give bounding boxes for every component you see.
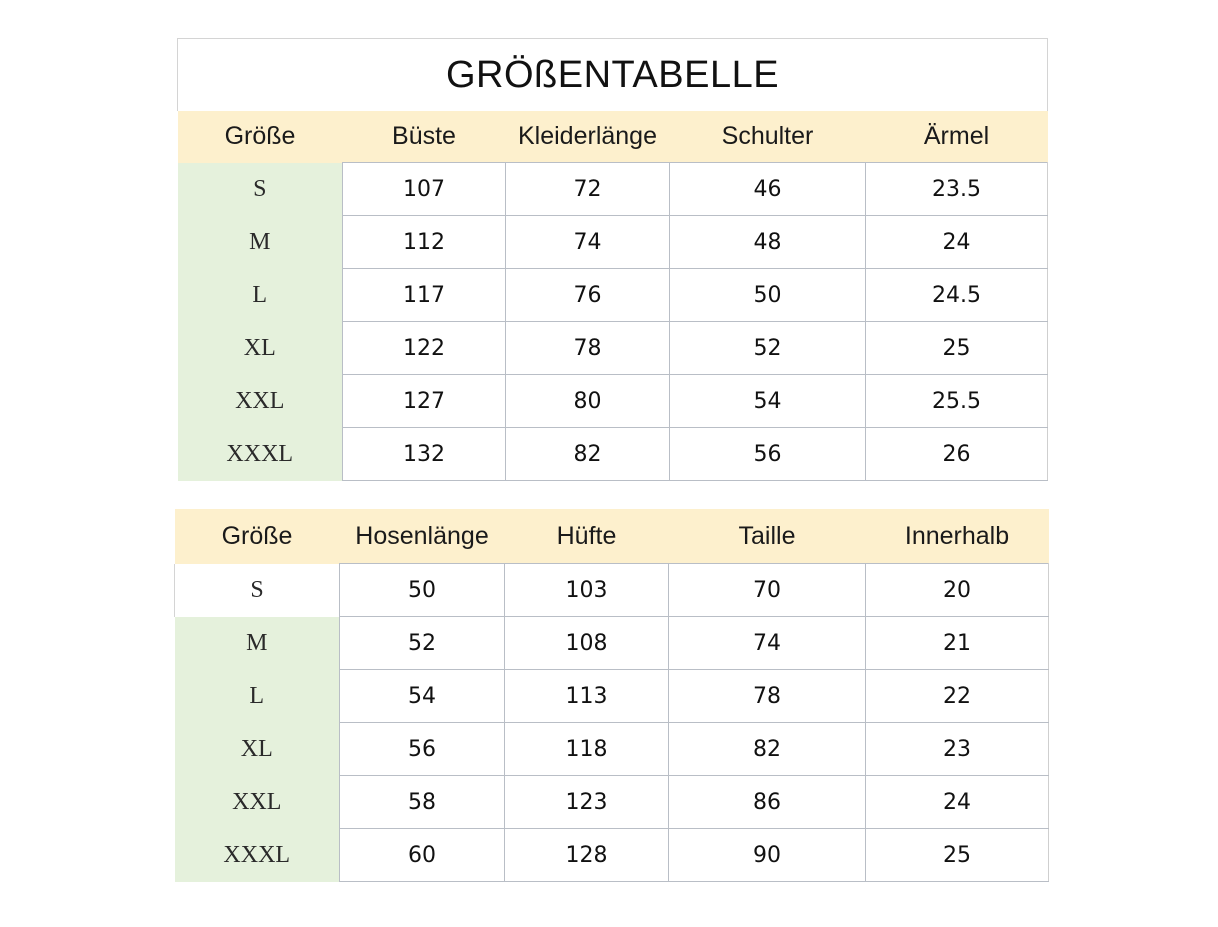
sleeve-value: 25 [866,322,1048,375]
bust-value: 117 [343,269,506,322]
shoulder-value: 54 [670,375,866,428]
table-row [175,723,1049,776]
table-row [178,322,1048,375]
bust-value: 112 [343,216,506,269]
inseam-value: 22 [866,670,1049,723]
table-row [175,617,1049,670]
shoulder-value: 52 [670,322,866,375]
dress-length-value: 72 [506,163,670,216]
size-label: XL [178,322,343,375]
header-pants-length: Hosenlänge [340,509,505,564]
header-waist: Taille [669,509,866,564]
table-row [178,163,1048,216]
inseam-value: 24 [866,776,1049,829]
waist-value: 90 [669,829,866,882]
header-size: Größe [178,111,343,163]
header-row [178,111,1048,163]
sleeve-value: 25.5 [866,375,1048,428]
hip-value: 113 [505,670,669,723]
dress-length-value: 74 [506,216,670,269]
inseam-value: 25 [866,829,1049,882]
size-label: M [178,216,343,269]
bust-value: 122 [343,322,506,375]
table-row [178,216,1048,269]
table-row [178,375,1048,428]
size-label: XL [175,723,340,776]
hip-value: 128 [505,829,669,882]
waist-value: 78 [669,670,866,723]
bust-value: 132 [343,428,506,481]
bust-value: 107 [343,163,506,216]
hip-value: 103 [505,564,669,617]
dress-length-value: 78 [506,322,670,375]
pants-length-value: 50 [340,564,505,617]
size-label: L [175,670,340,723]
table-row [175,776,1049,829]
size-label: S [178,163,343,216]
header-hip: Hüfte [505,509,669,564]
pants-length-value: 54 [340,670,505,723]
size-label: XXXL [178,428,343,481]
sleeve-value: 23.5 [866,163,1048,216]
table-row [175,564,1049,617]
inseam-value: 20 [866,564,1049,617]
table-row [178,428,1048,481]
header-shoulder: Schulter [670,111,866,163]
header-dress-length: Kleiderlänge [506,111,670,163]
size-label: XXXL [175,829,340,882]
dress-length-value: 76 [506,269,670,322]
shoulder-value: 48 [670,216,866,269]
size-label: XXL [175,776,340,829]
size-label: S [175,564,340,617]
pants-length-value: 52 [340,617,505,670]
table-row [178,269,1048,322]
sleeve-value: 24.5 [866,269,1048,322]
header-sleeve: Ärmel [866,111,1048,163]
pants-length-value: 58 [340,776,505,829]
size-chart-bottom-table [174,509,1049,882]
header-size: Größe [175,509,340,564]
dress-length-value: 80 [506,375,670,428]
header-inseam: Innerhalb [866,509,1049,564]
inseam-value: 23 [866,723,1049,776]
page-title: GRÖßENTABELLE [178,39,1048,112]
inseam-value: 21 [866,617,1049,670]
pants-length-value: 56 [340,723,505,776]
sleeve-value: 26 [866,428,1048,481]
waist-value: 74 [669,617,866,670]
sleeve-value: 24 [866,216,1048,269]
pants-length-value: 60 [340,829,505,882]
size-label: L [178,269,343,322]
shoulder-value: 50 [670,269,866,322]
size-label: XXL [178,375,343,428]
waist-value: 82 [669,723,866,776]
hip-value: 123 [505,776,669,829]
table-row [175,670,1049,723]
size-label: M [175,617,340,670]
hip-value: 108 [505,617,669,670]
waist-value: 86 [669,776,866,829]
header-row [175,509,1049,564]
bust-value: 127 [343,375,506,428]
shoulder-value: 46 [670,163,866,216]
dress-length-value: 82 [506,428,670,481]
waist-value: 70 [669,564,866,617]
hip-value: 118 [505,723,669,776]
table-row [175,829,1049,882]
header-bust: Büste [343,111,506,163]
size-chart-top-table [177,38,1048,481]
shoulder-value: 56 [670,428,866,481]
